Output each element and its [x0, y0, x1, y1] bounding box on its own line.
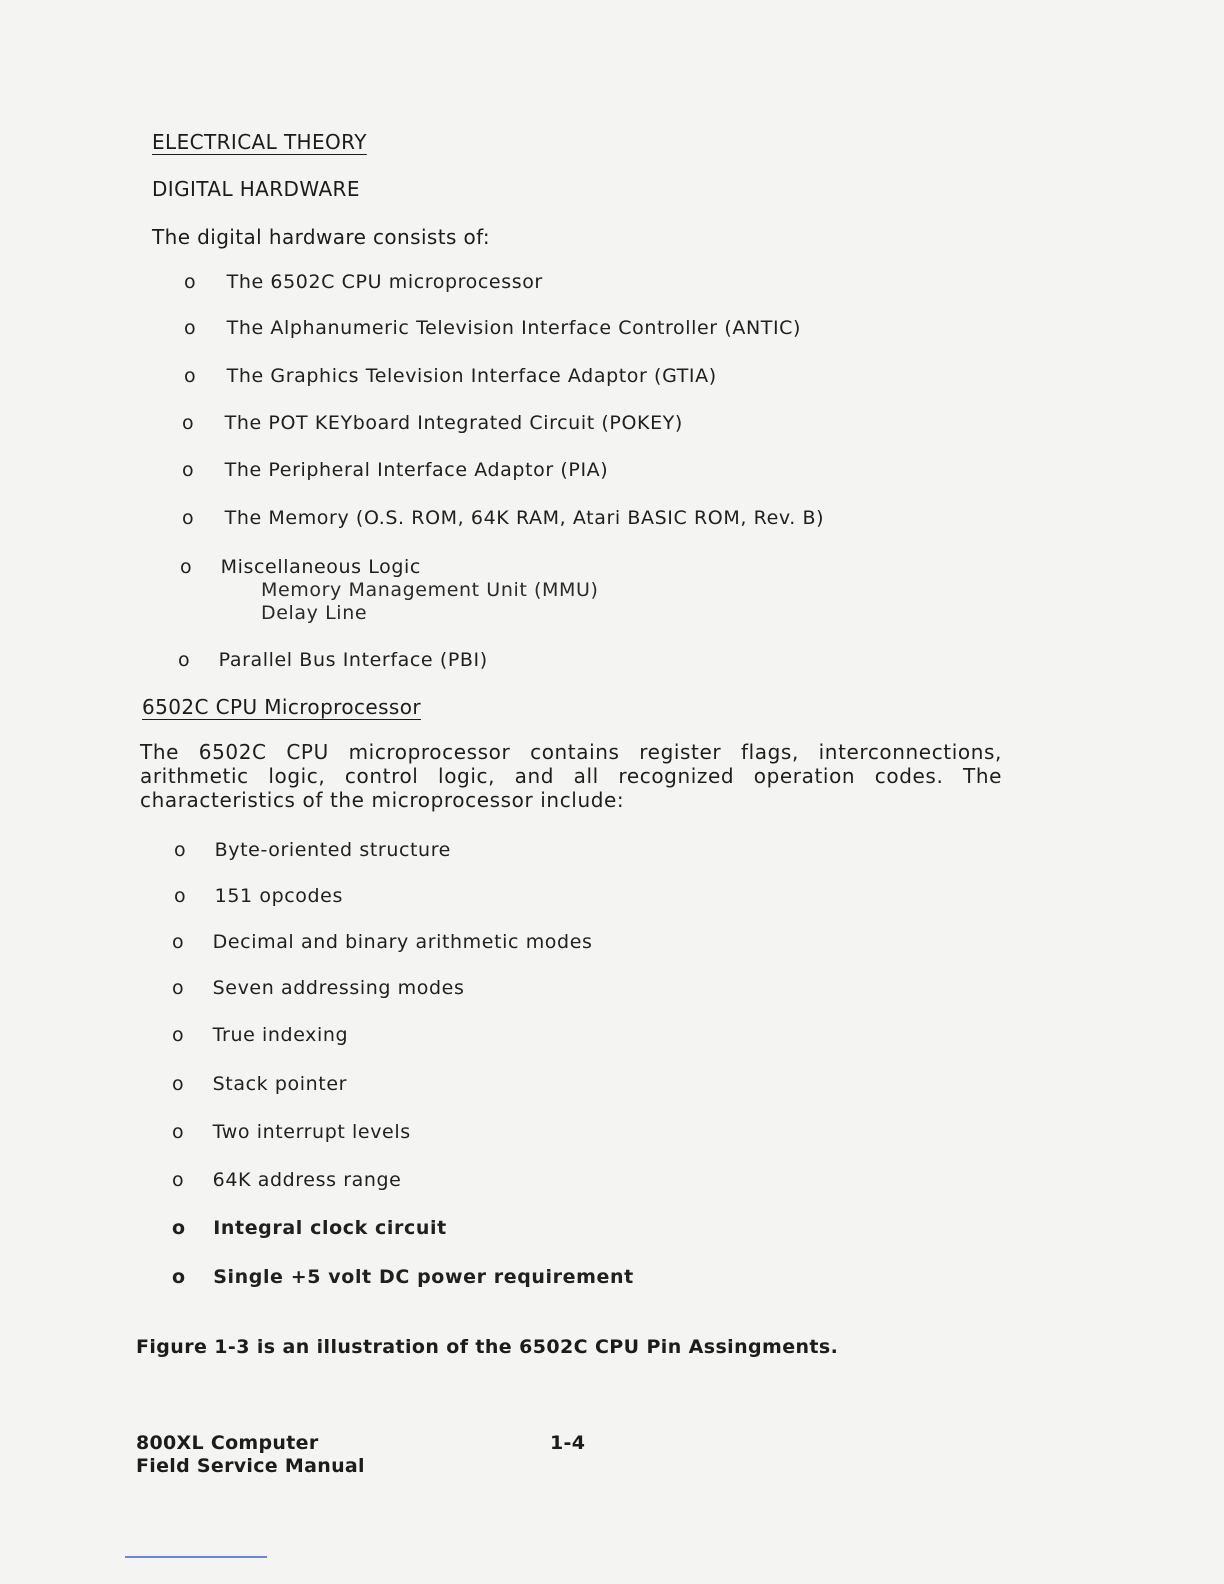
sub-item: Delay Line — [261, 602, 368, 624]
list-item-text: The Graphics Television Interface Adaptor (GTIA) — [226, 365, 717, 387]
bullet-marker: o — [182, 507, 195, 529]
scan-artifact-line — [125, 1556, 267, 1558]
cpu-heading: 6502C CPU Microprocessor — [142, 695, 421, 719]
list-item — [172, 1217, 447, 1239]
list-item-text: The Peripheral Interface Adaptor (PIA) — [224, 459, 609, 481]
bullet-marker: o — [174, 839, 187, 861]
bullet-marker: o — [184, 271, 197, 293]
list-item-text: Miscellaneous Logic — [220, 556, 421, 578]
list-item — [182, 412, 683, 434]
bullet-marker: o — [172, 1266, 186, 1288]
list-item-text: 151 opcodes — [214, 885, 343, 907]
list-item — [172, 931, 592, 953]
cpu-paragraph: The 6502C CPU microprocessor contains register flags, interconnections, arithmetic logic, control logic, and all recognized operation codes. The characteristics of the microprocessor include: — [140, 740, 1002, 812]
list-item — [182, 459, 608, 481]
list-item — [184, 365, 717, 387]
bullet-marker: o — [172, 977, 185, 999]
bullet-marker: o — [172, 1217, 186, 1239]
bullet-marker: o — [184, 317, 197, 339]
footer-title: 800XL Computer — [136, 1432, 319, 1454]
bullet-marker: o — [172, 1073, 185, 1095]
bullet-marker: o — [172, 1121, 185, 1143]
list-item-text: Seven addressing modes — [212, 977, 465, 999]
intro-text: The digital hardware consists of: — [152, 225, 491, 249]
bullet-marker: o — [184, 365, 197, 387]
list-item — [172, 1024, 348, 1046]
list-item — [172, 1266, 634, 1288]
list-item-text: 64K address range — [212, 1169, 402, 1191]
bullet-marker: o — [172, 931, 185, 953]
footer-subtitle: Field Service Manual — [136, 1455, 365, 1477]
subsection-heading: DIGITAL HARDWARE — [152, 177, 360, 201]
list-item-text: The Memory (O.S. ROM, 64K RAM, Atari BASIC ROM, Rev. B) — [224, 507, 825, 529]
list-item-text: Parallel Bus Interface (PBI) — [218, 649, 488, 671]
figure-note: Figure 1-3 is an illustration of the 6502C CPU Pin Assingments. — [136, 1336, 839, 1358]
list-item-text: Decimal and binary arithmetic modes — [212, 931, 593, 953]
list-item — [182, 507, 824, 529]
bullet-marker: o — [178, 649, 191, 671]
list-item — [184, 271, 543, 293]
list-item — [180, 556, 421, 578]
list-item — [174, 885, 343, 907]
list-item-text: Stack pointer — [212, 1073, 348, 1095]
bullet-marker: o — [182, 412, 195, 434]
list-item-text: True indexing — [212, 1024, 349, 1046]
list-item — [184, 317, 801, 339]
list-item-text: Integral clock circuit — [213, 1217, 447, 1239]
bullet-marker: o — [174, 885, 187, 907]
bullet-marker: o — [180, 556, 193, 578]
list-item — [172, 1121, 411, 1143]
bullet-marker: o — [172, 1169, 185, 1191]
list-item — [172, 977, 464, 999]
list-item-text: The Alphanumeric Television Interface Controller (ANTIC) — [226, 317, 802, 339]
bullet-marker: o — [182, 459, 195, 481]
page-number: 1-4 — [550, 1432, 586, 1454]
list-item — [174, 839, 451, 861]
list-item-text: The 6502C CPU microprocessor — [226, 271, 543, 293]
list-item — [172, 1073, 347, 1095]
sub-item: Memory Management Unit (MMU) — [261, 579, 599, 601]
list-item-text: The POT KEYboard Integrated Circuit (POKEY) — [224, 412, 683, 434]
list-item — [172, 1169, 401, 1191]
list-item-text: Single +5 volt DC power requirement — [213, 1266, 634, 1288]
list-item — [178, 649, 488, 671]
section-heading: ELECTRICAL THEORY — [152, 130, 367, 154]
bullet-marker: o — [172, 1024, 185, 1046]
list-item-text: Two interrupt levels — [212, 1121, 411, 1143]
list-item-text: Byte-oriented structure — [214, 839, 451, 861]
